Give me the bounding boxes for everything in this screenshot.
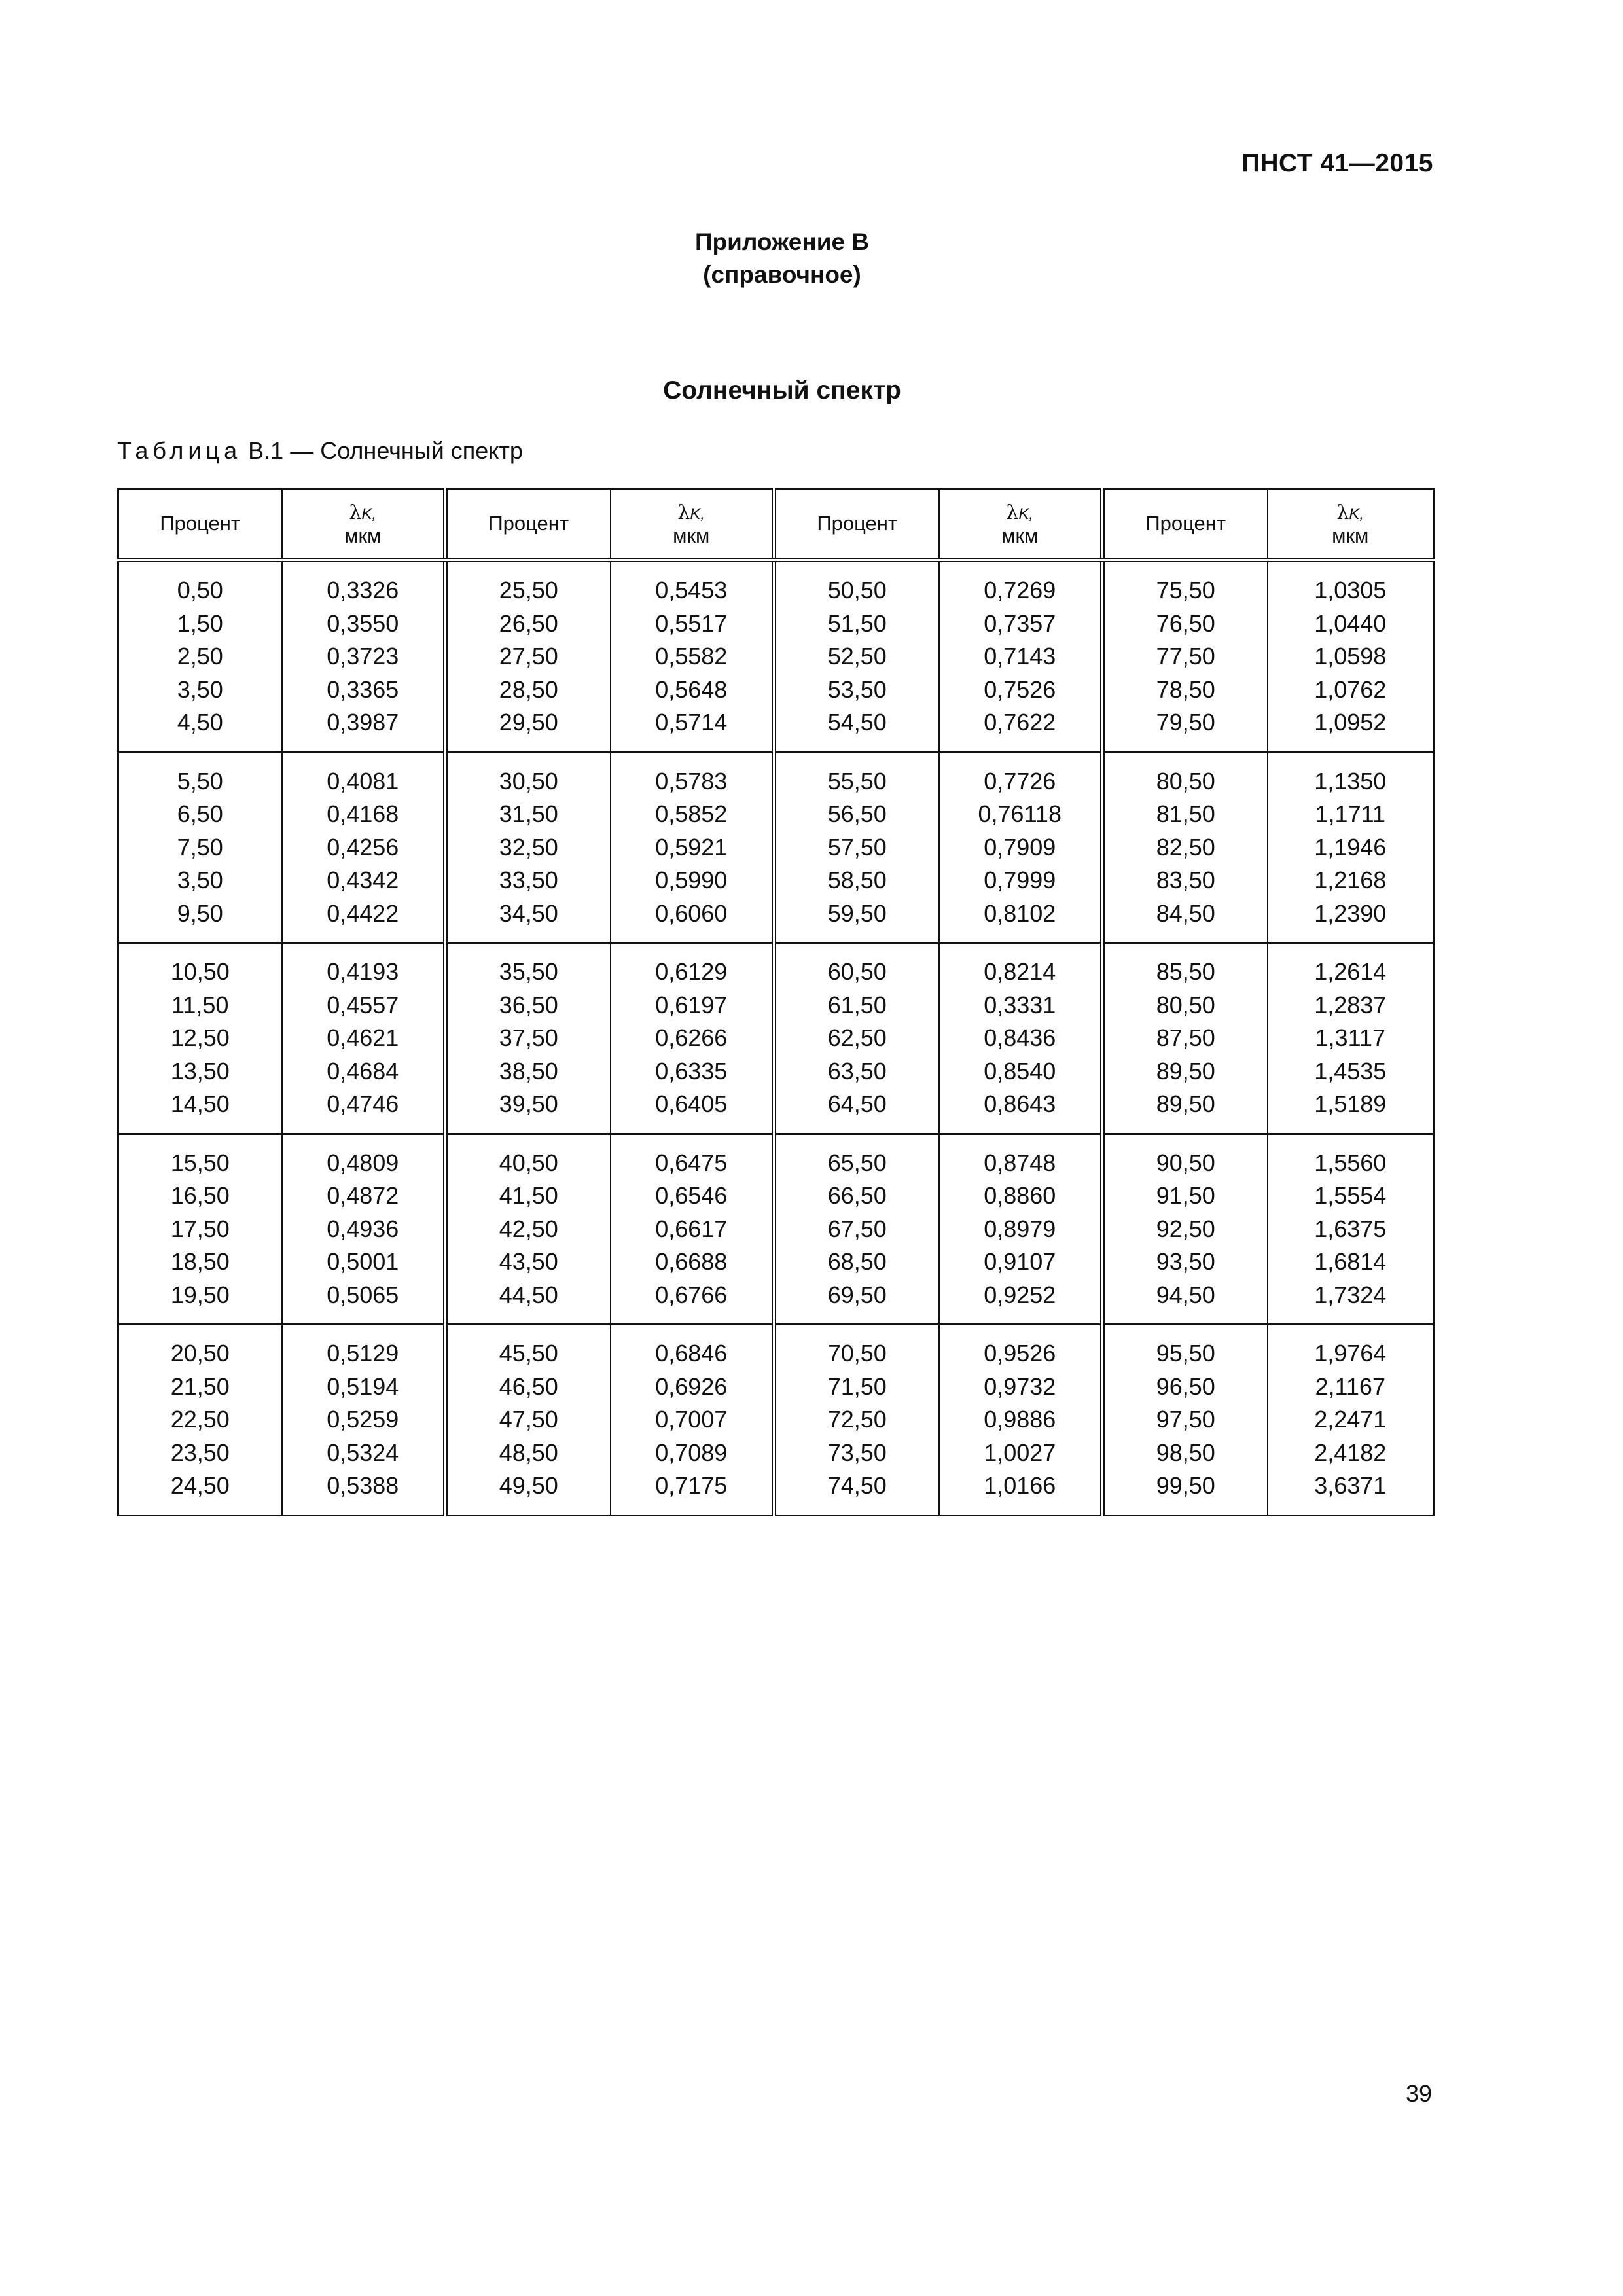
percent-value: 57,50 bbox=[827, 833, 887, 861]
wavelength-cell bbox=[939, 1325, 1103, 1516]
percent-value: 89,50 bbox=[1156, 1057, 1215, 1085]
percent-value: 90,50 bbox=[1156, 1149, 1215, 1176]
percent-value: 96,50 bbox=[1156, 1372, 1215, 1400]
wavelength-value: 0,8979 bbox=[984, 1215, 1056, 1242]
wavelength-value: 0,6266 bbox=[655, 1024, 728, 1051]
percent-value: 21,50 bbox=[170, 1372, 230, 1400]
percent-value: 41,50 bbox=[499, 1182, 558, 1209]
wavelength-value: 0,5921 bbox=[655, 833, 728, 861]
percent-value: 38,50 bbox=[499, 1057, 558, 1085]
percent-value: 48,50 bbox=[499, 1439, 558, 1466]
wavelength-value: 0,7007 bbox=[655, 1406, 728, 1433]
wavelength-value: 1,0166 bbox=[984, 1472, 1056, 1499]
wavelength-value: 2,4182 bbox=[1314, 1439, 1387, 1466]
wavelength-value: 1,6814 bbox=[1314, 1248, 1387, 1275]
wavelength-value: 1,2390 bbox=[1314, 899, 1387, 927]
wavelength-value: 0,7999 bbox=[984, 867, 1056, 893]
wavelength-value: 0,8748 bbox=[984, 1149, 1056, 1176]
wavelength-value: 1,5189 bbox=[1314, 1090, 1387, 1117]
lambda-symbol: λ bbox=[677, 501, 690, 524]
appendix-title: Приложение В bbox=[694, 228, 870, 255]
wavelength-value: 1,0440 bbox=[1314, 609, 1387, 637]
table-row bbox=[118, 560, 1434, 753]
wavelength-value: 1,1711 bbox=[1315, 800, 1385, 827]
percent-cell bbox=[774, 560, 939, 753]
percent-cell bbox=[774, 752, 939, 943]
percent-value: 67,50 bbox=[827, 1215, 887, 1242]
wavelength-value: 0,4746 bbox=[327, 1090, 399, 1117]
percent-value: 63,50 bbox=[827, 1057, 887, 1085]
percent-cell bbox=[118, 943, 282, 1134]
percent-value: 75,50 bbox=[1156, 577, 1215, 603]
percent-cell bbox=[1103, 943, 1268, 1134]
wavelength-value: 0,8214 bbox=[984, 958, 1056, 985]
column-header-wavelength bbox=[939, 489, 1103, 560]
wavelength-value: 0,76118 bbox=[978, 800, 1061, 827]
column-header-wavelength bbox=[282, 489, 446, 560]
percent-cell bbox=[446, 560, 611, 753]
wavelength-value: 1,1350 bbox=[1314, 767, 1387, 795]
percent-cell bbox=[446, 943, 611, 1134]
percent-value: 23,50 bbox=[170, 1439, 230, 1466]
wavelength-value: 0,8643 bbox=[984, 1090, 1056, 1117]
percent-value: 79,50 bbox=[1156, 709, 1215, 736]
percent-value: 55,50 bbox=[827, 767, 887, 795]
percent-value: 93,50 bbox=[1156, 1248, 1215, 1275]
wavelength-value: 0,7526 bbox=[984, 675, 1056, 703]
percent-value: 77,50 bbox=[1156, 643, 1215, 670]
percent-value: 11,50 bbox=[171, 991, 229, 1018]
percent-value: 3,50 bbox=[177, 867, 223, 893]
percent-value: 0,50 bbox=[177, 577, 223, 603]
lambda-subscript: K, bbox=[690, 505, 705, 523]
wavelength-value: 0,4557 bbox=[327, 991, 399, 1018]
percent-value: 65,50 bbox=[827, 1149, 887, 1176]
percent-value: 25,50 bbox=[499, 577, 558, 603]
wavelength-value: 1,1946 bbox=[1314, 833, 1387, 861]
wavelength-cell bbox=[611, 1134, 774, 1325]
table-body bbox=[118, 560, 1434, 1516]
percent-value: 82,50 bbox=[1156, 833, 1215, 861]
wavelength-value: 0,7357 bbox=[984, 609, 1056, 637]
percent-cell bbox=[446, 752, 611, 943]
percent-value: 62,50 bbox=[827, 1024, 887, 1051]
percent-value: 42,50 bbox=[499, 1215, 558, 1242]
wavelength-value: 0,5517 bbox=[655, 609, 728, 637]
percent-value: 51,50 bbox=[827, 609, 887, 637]
wavelength-value: 0,9526 bbox=[984, 1340, 1056, 1367]
percent-value: 80,50 bbox=[1156, 991, 1215, 1018]
wavelength-value: 0,3331 bbox=[984, 991, 1056, 1018]
wavelength-value: 0,6617 bbox=[655, 1215, 728, 1242]
wavelength-value: 0,4684 bbox=[327, 1057, 399, 1085]
wavelength-value: 0,4936 bbox=[327, 1215, 399, 1242]
wavelength-value: 0,4342 bbox=[327, 867, 399, 893]
wavelength-value: 0,6129 bbox=[655, 958, 728, 985]
wavelength-value: 0,7269 bbox=[984, 577, 1056, 603]
wavelength-cell bbox=[282, 560, 446, 753]
percent-value: 50,50 bbox=[827, 577, 887, 603]
percent-value: 2,50 bbox=[177, 643, 223, 670]
wavelength-value: 0,4081 bbox=[327, 767, 399, 795]
percent-value: 60,50 bbox=[827, 958, 887, 985]
wavelength-value: 0,9107 bbox=[984, 1248, 1056, 1275]
wavelength-value: 0,8860 bbox=[984, 1182, 1056, 1209]
percent-value: 31,50 bbox=[499, 800, 558, 827]
lambda-subscript: K, bbox=[361, 505, 377, 523]
percent-cell bbox=[1103, 1325, 1268, 1516]
wavelength-cell bbox=[282, 943, 446, 1134]
percent-value: 47,50 bbox=[499, 1406, 558, 1433]
wavelength-value: 0,5648 bbox=[655, 675, 728, 703]
table-header bbox=[118, 489, 1434, 560]
percent-value: 36,50 bbox=[499, 991, 558, 1018]
column-header-wavelength bbox=[611, 489, 774, 560]
wavelength-value: 0,5065 bbox=[327, 1281, 399, 1308]
wavelength-value: 0,4193 bbox=[327, 958, 399, 985]
percent-value: 74,50 bbox=[827, 1472, 887, 1499]
wavelength-cell bbox=[282, 1134, 446, 1325]
percent-value: 95,50 bbox=[1156, 1340, 1215, 1367]
percent-value: 61,50 bbox=[827, 991, 887, 1018]
percent-value: 17,50 bbox=[170, 1215, 230, 1242]
wavelength-cell bbox=[939, 560, 1103, 753]
percent-value: 15,50 bbox=[170, 1149, 230, 1176]
percent-value: 6,50 bbox=[177, 800, 223, 827]
lambda-subscript: K, bbox=[1349, 505, 1364, 523]
percent-value: 81,50 bbox=[1156, 800, 1215, 827]
percent-value: 64,50 bbox=[827, 1090, 887, 1117]
percent-value: 92,50 bbox=[1156, 1215, 1215, 1242]
table-caption-label: Таблица bbox=[117, 437, 242, 464]
wavelength-value: 0,5001 bbox=[327, 1248, 399, 1275]
wavelength-value: 0,5990 bbox=[655, 867, 728, 893]
wavelength-value: 1,5554 bbox=[1314, 1182, 1387, 1209]
wavelength-value: 0,5714 bbox=[655, 709, 728, 736]
percent-value: 35,50 bbox=[499, 958, 558, 985]
percent-value: 22,50 bbox=[170, 1406, 230, 1433]
wavelength-cell bbox=[282, 752, 446, 943]
percent-value: 94,50 bbox=[1156, 1281, 1215, 1308]
wavelength-cell bbox=[611, 943, 774, 1134]
wavelength-value: 0,7726 bbox=[984, 767, 1056, 795]
percent-cell bbox=[774, 943, 939, 1134]
percent-cell bbox=[118, 1134, 282, 1325]
percent-value: 97,50 bbox=[1156, 1406, 1215, 1433]
percent-value: 33,50 bbox=[499, 867, 558, 893]
percent-value: 39,50 bbox=[499, 1090, 558, 1117]
wavelength-value: 1,2168 bbox=[1314, 867, 1387, 893]
wavelength-value: 0,6688 bbox=[655, 1248, 728, 1275]
percent-value: 44,50 bbox=[499, 1281, 558, 1308]
wavelength-value: 0,3987 bbox=[327, 709, 399, 736]
wavelength-value: 0,4256 bbox=[327, 833, 399, 861]
wavelength-value: 0,6335 bbox=[655, 1057, 728, 1085]
wavelength-value: 0,8540 bbox=[984, 1057, 1056, 1085]
percent-value: 30,50 bbox=[499, 767, 558, 795]
percent-value: 56,50 bbox=[827, 800, 887, 827]
percent-value: 87,50 bbox=[1156, 1024, 1215, 1051]
percent-value: 10,50 bbox=[170, 958, 230, 985]
wavelength-value: 1,2837 bbox=[1314, 991, 1387, 1018]
percent-value: 29,50 bbox=[499, 709, 558, 736]
percent-value: 34,50 bbox=[499, 899, 558, 927]
wavelength-value: 0,5129 bbox=[327, 1340, 399, 1367]
page-number: 39 bbox=[1405, 2080, 1432, 2107]
percent-value: 20,50 bbox=[170, 1340, 230, 1367]
percent-value: 26,50 bbox=[499, 609, 558, 637]
percent-value: 68,50 bbox=[827, 1248, 887, 1275]
percent-cell bbox=[446, 1134, 611, 1325]
wavelength-cell bbox=[939, 752, 1103, 943]
percent-value: 49,50 bbox=[499, 1472, 558, 1499]
percent-cell bbox=[118, 752, 282, 943]
appendix-subtitle: (справочное) bbox=[703, 261, 861, 288]
percent-cell bbox=[1103, 1134, 1268, 1325]
unit-label: мкм bbox=[1001, 524, 1039, 547]
percent-cell bbox=[118, 1325, 282, 1516]
wavelength-value: 0,6546 bbox=[655, 1182, 728, 1209]
column-header-percent: Процент bbox=[446, 489, 611, 560]
wavelength-value: 0,5388 bbox=[327, 1472, 399, 1499]
percent-value: 76,50 bbox=[1156, 609, 1215, 637]
wavelength-value: 0,8436 bbox=[984, 1024, 1056, 1051]
wavelength-value: 1,3117 bbox=[1315, 1024, 1385, 1051]
percent-value: 66,50 bbox=[827, 1182, 887, 1209]
unit-label: мкм bbox=[344, 524, 382, 547]
percent-value: 52,50 bbox=[827, 643, 887, 670]
percent-value: 78,50 bbox=[1156, 675, 1215, 703]
lambda-symbol: λ bbox=[1006, 501, 1019, 524]
percent-value: 99,50 bbox=[1156, 1472, 1215, 1499]
percent-value: 28,50 bbox=[499, 675, 558, 703]
wavelength-value: 0,8102 bbox=[984, 899, 1056, 927]
appendix-heading bbox=[0, 226, 1564, 291]
percent-value: 91,50 bbox=[1156, 1182, 1215, 1209]
wavelength-value: 3,6371 bbox=[1314, 1472, 1387, 1499]
wavelength-value: 0,9732 bbox=[984, 1372, 1056, 1400]
wavelength-value: 1,0305 bbox=[1314, 577, 1387, 603]
wavelength-value: 0,3723 bbox=[327, 643, 399, 670]
percent-cell bbox=[774, 1134, 939, 1325]
percent-value: 85,50 bbox=[1156, 958, 1215, 985]
percent-value: 1,50 bbox=[177, 609, 223, 637]
wavelength-value: 0,7622 bbox=[984, 709, 1056, 736]
wavelength-cell bbox=[939, 943, 1103, 1134]
unit-label: мкм bbox=[673, 524, 710, 547]
table-caption-text: В.1 — Солнечный спектр bbox=[241, 437, 523, 464]
table-caption bbox=[117, 437, 523, 465]
wavelength-value: 0,4168 bbox=[327, 800, 399, 827]
wavelength-cell bbox=[611, 560, 774, 753]
percent-value: 19,50 bbox=[170, 1281, 230, 1308]
percent-value: 59,50 bbox=[827, 899, 887, 927]
wavelength-value: 0,5783 bbox=[655, 767, 728, 795]
percent-value: 13,50 bbox=[170, 1057, 230, 1085]
lambda-symbol: λ bbox=[349, 501, 362, 524]
percent-value: 27,50 bbox=[499, 643, 558, 670]
wavelength-value: 1,0952 bbox=[1314, 709, 1387, 736]
percent-value: 4,50 bbox=[177, 709, 223, 736]
lambda-symbol: λ bbox=[1336, 501, 1349, 524]
table-row bbox=[118, 943, 1434, 1134]
wavelength-value: 0,6405 bbox=[655, 1090, 728, 1117]
percent-value: 5,50 bbox=[177, 767, 223, 795]
percent-value: 9,50 bbox=[177, 899, 223, 927]
column-header-percent: Процент bbox=[1103, 489, 1268, 560]
wavelength-value: 0,5194 bbox=[327, 1372, 399, 1400]
wavelength-value: 1,0027 bbox=[984, 1439, 1056, 1466]
percent-cell bbox=[446, 1325, 611, 1516]
wavelength-value: 0,7175 bbox=[655, 1472, 728, 1499]
wavelength-value: 0,5453 bbox=[655, 577, 728, 603]
percent-value: 43,50 bbox=[499, 1248, 558, 1275]
wavelength-cell bbox=[611, 1325, 774, 1516]
wavelength-value: 2,1167 bbox=[1315, 1372, 1385, 1400]
wavelength-value: 0,5324 bbox=[327, 1439, 399, 1466]
percent-value: 70,50 bbox=[827, 1340, 887, 1367]
unit-label: мкм bbox=[1332, 524, 1369, 547]
column-header-wavelength bbox=[1268, 489, 1434, 560]
wavelength-value: 0,9252 bbox=[984, 1281, 1056, 1308]
solar-spectrum-table bbox=[117, 488, 1435, 1516]
wavelength-value: 1,6375 bbox=[1314, 1215, 1387, 1242]
percent-value: 18,50 bbox=[170, 1248, 230, 1275]
wavelength-value: 0,6197 bbox=[655, 991, 728, 1018]
wavelength-value: 0,6926 bbox=[655, 1372, 728, 1400]
percent-value: 14,50 bbox=[170, 1090, 230, 1117]
wavelength-value: 0,6846 bbox=[655, 1340, 728, 1367]
wavelength-value: 0,4809 bbox=[327, 1149, 399, 1176]
wavelength-value: 1,0762 bbox=[1314, 675, 1387, 703]
wavelength-cell bbox=[1268, 752, 1434, 943]
percent-value: 16,50 bbox=[170, 1182, 230, 1209]
percent-value: 45,50 bbox=[499, 1340, 558, 1367]
wavelength-value: 0,6060 bbox=[655, 899, 728, 927]
percent-value: 84,50 bbox=[1156, 899, 1215, 927]
percent-value: 98,50 bbox=[1156, 1439, 1215, 1466]
document-code: ПНСТ 41—2015 bbox=[1241, 149, 1433, 177]
percent-value: 37,50 bbox=[499, 1024, 558, 1051]
percent-cell bbox=[118, 560, 282, 753]
percent-value: 83,50 bbox=[1156, 867, 1215, 893]
section-title: Солнечный спектр bbox=[663, 376, 901, 404]
wavelength-cell bbox=[1268, 943, 1434, 1134]
wavelength-value: 0,7089 bbox=[655, 1439, 728, 1466]
wavelength-value: 1,5560 bbox=[1314, 1149, 1387, 1176]
percent-value: 46,50 bbox=[499, 1372, 558, 1400]
percent-value: 53,50 bbox=[827, 675, 887, 703]
wavelength-value: 0,6766 bbox=[655, 1281, 728, 1308]
wavelength-value: 2,2471 bbox=[1314, 1406, 1387, 1433]
wavelength-value: 0,3326 bbox=[327, 577, 399, 603]
percent-value: 72,50 bbox=[827, 1406, 887, 1433]
wavelength-value: 0,3365 bbox=[327, 675, 399, 703]
table-row bbox=[118, 752, 1434, 943]
wavelength-value: 0,9886 bbox=[984, 1406, 1056, 1433]
percent-value: 3,50 bbox=[177, 675, 223, 703]
column-header-percent: Процент bbox=[774, 489, 939, 560]
wavelength-value: 0,5852 bbox=[655, 800, 728, 827]
wavelength-value: 1,0598 bbox=[1314, 643, 1387, 670]
wavelength-value: 0,5582 bbox=[655, 643, 728, 670]
wavelength-value: 0,4621 bbox=[327, 1024, 399, 1051]
wavelength-cell bbox=[1268, 1325, 1434, 1516]
column-header-percent: Процент bbox=[118, 489, 282, 560]
percent-value: 12,50 bbox=[170, 1024, 230, 1051]
percent-value: 40,50 bbox=[499, 1149, 558, 1176]
wavelength-cell bbox=[1268, 560, 1434, 753]
wavelength-cell bbox=[939, 1134, 1103, 1325]
header-row bbox=[118, 489, 1434, 560]
wavelength-value: 0,7909 bbox=[984, 833, 1056, 861]
wavelength-value: 0,6475 bbox=[655, 1149, 728, 1176]
wavelength-cell bbox=[1268, 1134, 1434, 1325]
percent-value: 73,50 bbox=[827, 1439, 887, 1466]
wavelength-value: 1,7324 bbox=[1314, 1281, 1387, 1308]
wavelength-value: 1,9764 bbox=[1314, 1340, 1387, 1367]
wavelength-value: 0,7143 bbox=[984, 643, 1056, 670]
lambda-subscript: K, bbox=[1018, 505, 1034, 523]
percent-cell bbox=[1103, 752, 1268, 943]
wavelength-value: 0,4872 bbox=[327, 1182, 399, 1209]
wavelength-value: 0,4422 bbox=[327, 899, 399, 927]
percent-cell bbox=[774, 1325, 939, 1516]
percent-value: 69,50 bbox=[827, 1281, 887, 1308]
percent-cell bbox=[1103, 560, 1268, 753]
wavelength-value: 0,5259 bbox=[327, 1406, 399, 1433]
table-row bbox=[118, 1134, 1434, 1325]
table-row bbox=[118, 1325, 1434, 1516]
wavelength-cell bbox=[282, 1325, 446, 1516]
percent-value: 24,50 bbox=[170, 1472, 230, 1499]
percent-value: 80,50 bbox=[1156, 767, 1215, 795]
percent-value: 58,50 bbox=[827, 867, 887, 893]
percent-value: 32,50 bbox=[499, 833, 558, 861]
wavelength-value: 1,2614 bbox=[1314, 958, 1387, 985]
percent-value: 89,50 bbox=[1156, 1090, 1215, 1117]
percent-value: 7,50 bbox=[177, 833, 223, 861]
wavelength-value: 0,3550 bbox=[327, 609, 399, 637]
wavelength-value: 1,4535 bbox=[1314, 1057, 1387, 1085]
percent-value: 54,50 bbox=[827, 709, 887, 736]
wavelength-cell bbox=[611, 752, 774, 943]
percent-value: 71,50 bbox=[827, 1372, 887, 1400]
